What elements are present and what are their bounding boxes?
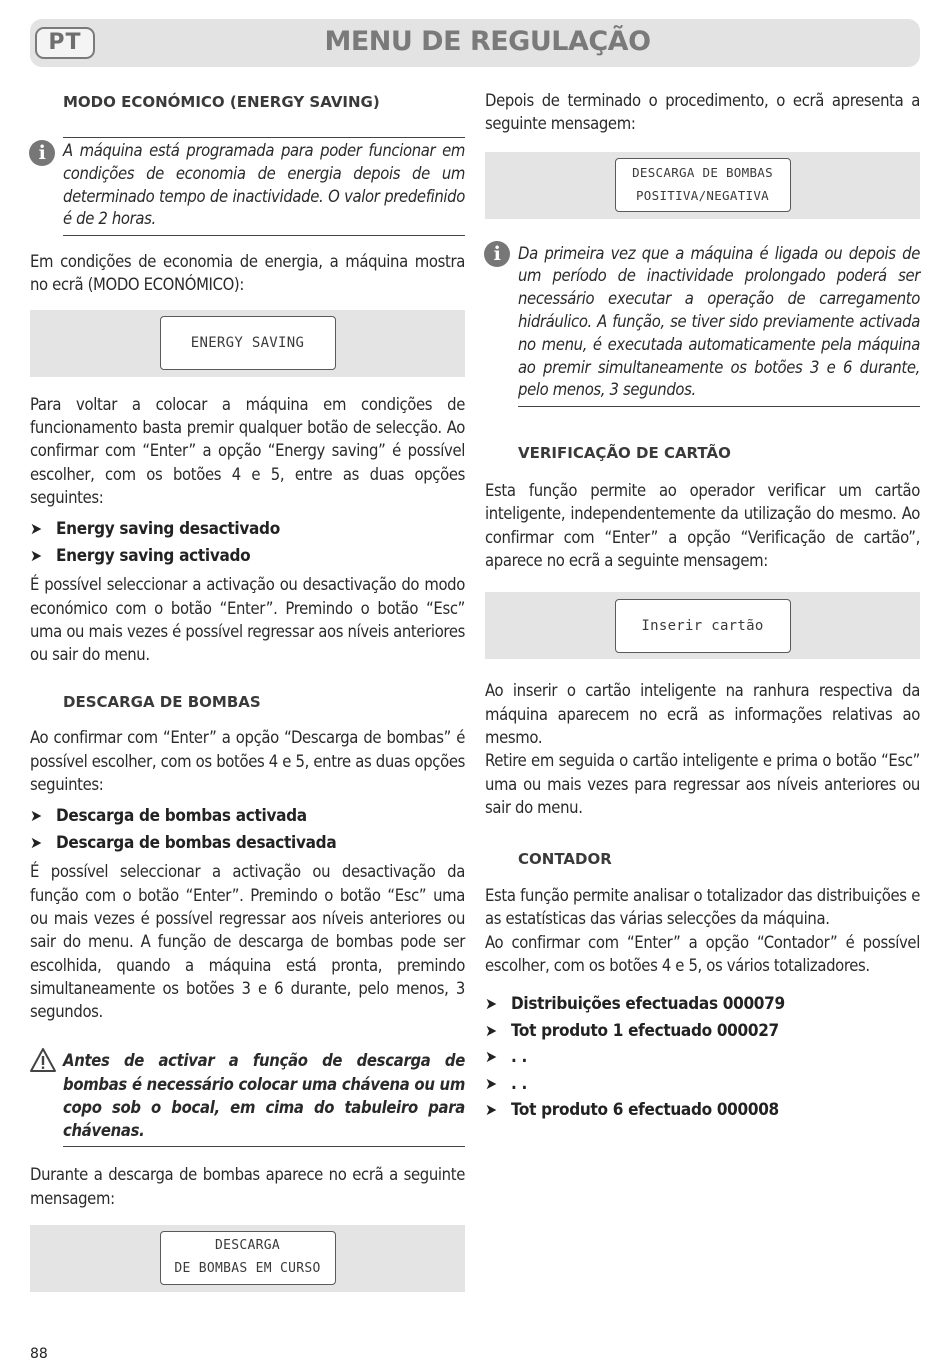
lcd-screen: [615, 158, 791, 212]
lcd-line: POSITIVA/NEGATIVA: [635, 188, 770, 204]
section-heading-counter: CONTADOR: [518, 850, 612, 869]
paragraph: [30, 860, 465, 1023]
lcd-line: DESCARGA: [214, 1238, 280, 1254]
list-item-label: . .: [511, 1047, 528, 1068]
lcd-screen: Inserir cartão: [615, 599, 791, 653]
list-item-label: Descarga de bombas desactivada: [56, 832, 337, 853]
paragraph: [30, 393, 465, 509]
list-item: [30, 830, 465, 857]
section-heading-energy-saving: MODO ECONÓMICO (ENERGY SAVING): [63, 93, 380, 111]
paragraph: [485, 479, 920, 572]
list-item: [485, 1044, 920, 1071]
info-icon: i: [29, 140, 55, 166]
section-heading-card-check: VERIFICAÇÃO DE CARTÃO: [518, 444, 731, 463]
paragraph: [30, 726, 465, 796]
section-heading-pump-discharge: DESCARGA DE BOMBAS: [63, 693, 261, 712]
list-item: [30, 803, 465, 830]
paragraph: [485, 89, 920, 136]
list-item: [485, 1018, 920, 1045]
lcd-screen: [160, 1231, 336, 1285]
display-panel: [485, 592, 920, 659]
paragraph-text: Retire em seguida o cartão inteligente e prima o botão “Esc” uma ou mais vezes para regressar aos níveis anteriores ou sair do menu.: [485, 751, 920, 817]
paragraph-text: Esta função permite ao operador verificar um cartão inteligente, independentemente da utilização do mesmo. Ao confirmar com “Enter” a opção “Verificação de cartão”, aparece no ecrã a seguinte mensagem:: [485, 481, 920, 571]
list-item-label: . .: [511, 1073, 528, 1094]
paragraph: [485, 884, 920, 977]
list-item-label: Energy saving desactivado: [56, 519, 280, 540]
language-badge: PT: [35, 27, 95, 59]
left-column: [30, 86, 465, 1292]
list-item-label: Tot produto 1 efectuado 000027: [511, 1020, 779, 1041]
lcd-line: DESCARGA DE BOMBAS: [632, 165, 773, 181]
paragraph-text: Durante a descarga de bombas aparece no ecrã a seguinte mensagem:: [30, 1165, 465, 1208]
list-item: [485, 1071, 920, 1098]
paragraph-text: Ao confirmar com “Enter” a opção “Descarga de bombas” é possível escolher, com os botões 4 e 5, entre as duas opções seguintes:: [30, 728, 465, 795]
lcd-line: DE BOMBAS EM CURSO: [174, 1261, 321, 1277]
paragraph-text: É possível seleccionar a activação ou desactivação do modo económico com o botão “Enter”. Premindo o botão “Esc” uma ou mais vezes é possível regressar aos níveis anteriores ou sair do menu.: [30, 575, 465, 665]
arrow-icon: ➤: [30, 545, 42, 565]
paragraph-text: Ao confirmar com “Enter” a opção “Contador” é possível escolher, com os botões 4 e 5, os vários totalizadores.: [485, 932, 920, 976]
paragraph-text: Esta função permite analisar o totalizador das distribuições e as estatísticas das várias selecções da máquina.: [485, 886, 920, 929]
arrow-icon: ➤: [30, 806, 42, 826]
list-item: [30, 543, 465, 570]
paragraph-text: Em condições de economia de energia, a máquina mostra no ecrã (MODO ECONÓMICO):: [30, 252, 465, 295]
counter-options-list: [485, 991, 920, 1124]
warning-note: [63, 1047, 465, 1147]
display-panel: [30, 310, 465, 377]
info-icon: i: [484, 241, 510, 267]
paragraph-text: Ao inserir o cartão inteligente na ranhura respectiva da máquina aparecem no ecrã as informações relativas ao mesmo.: [485, 681, 920, 747]
pump-options-list: [30, 803, 465, 856]
info-note-text: Da primeira vez que a máquina é ligada ou depois de um período de inactividade prolongado poderá ser necessário executar a operação de carregamento hidráulico. A função, se tiver sido previamente activada no menu, é executada automaticamente pela máquina ao premir simultaneamente os botões 3 e 6 durante, pelo menos, 3 segundos.: [518, 243, 920, 400]
page-title: MENU DE REGULAÇÃO: [324, 26, 651, 57]
arrow-icon: ➤: [485, 994, 497, 1014]
warning-icon: [29, 1047, 57, 1073]
arrow-icon: ➤: [30, 519, 42, 539]
info-note-energy: [38, 137, 465, 236]
right-column: [485, 86, 920, 1124]
list-item-label: Distribuições efectuadas 000079: [511, 994, 785, 1015]
arrow-icon: ➤: [485, 1020, 497, 1040]
arrow-icon: ➤: [30, 832, 42, 852]
paragraph: [485, 679, 920, 819]
paragraph: [30, 573, 465, 666]
page-number: 88: [30, 1346, 48, 1362]
paragraph-text: Para voltar a colocar a máquina em condições de funcionamento basta premir qualquer botão de selecção. Ao confirmar com “Enter” a opção “Energy saving” é possível escolher, com os botões 4 e 5, entre as duas opções seguintes:: [30, 394, 465, 507]
paragraph: [30, 250, 465, 297]
lcd-screen: ENERGY SAVING: [160, 316, 336, 370]
display-panel: [30, 1225, 465, 1292]
paragraph-text: Depois de terminado o procedimento, o ecrã apresenta a seguinte mensagem:: [485, 91, 920, 134]
arrow-icon: ➤: [485, 1047, 497, 1067]
list-item-label: Tot produto 6 efectuado 000008: [511, 1100, 779, 1121]
list-item: [485, 1097, 920, 1124]
list-item-label: Energy saving activado: [56, 545, 251, 566]
list-item: [485, 991, 920, 1018]
energy-options-list: [30, 516, 465, 569]
info-note-text: A máquina está programada para poder funcionar em condições de economia de energia depois de um determinado tempo de inactividade. O valor predefinido é de 2 horas.: [63, 141, 465, 229]
page-header: [30, 19, 920, 67]
list-item: [30, 516, 465, 543]
info-note-hydraulic: [493, 241, 920, 408]
paragraph-text: É possível seleccionar a activação ou desactivação da função com o botão “Enter”. Premindo o botão “Esc” uma ou mais vezes é possível regressar aos níveis anteriores ou sair do menu. A função de descarga de bombas pode ser escolhida, quando a máquina está pronta, premindo simultaneamente os botões 3 e 6 durante, pelo menos, 3 segundos.: [30, 862, 465, 1022]
warning-text: Antes de activar a função de descarga de bombas é necessário colocar uma chávena ou um copo sob o bocal, em cima do tabuleiro para chávenas.: [63, 1051, 465, 1141]
arrow-icon: ➤: [485, 1073, 497, 1093]
display-panel: [485, 152, 920, 219]
paragraph: [30, 1163, 465, 1210]
arrow-icon: ➤: [485, 1100, 497, 1120]
list-item-label: Descarga de bombas activada: [56, 806, 307, 827]
